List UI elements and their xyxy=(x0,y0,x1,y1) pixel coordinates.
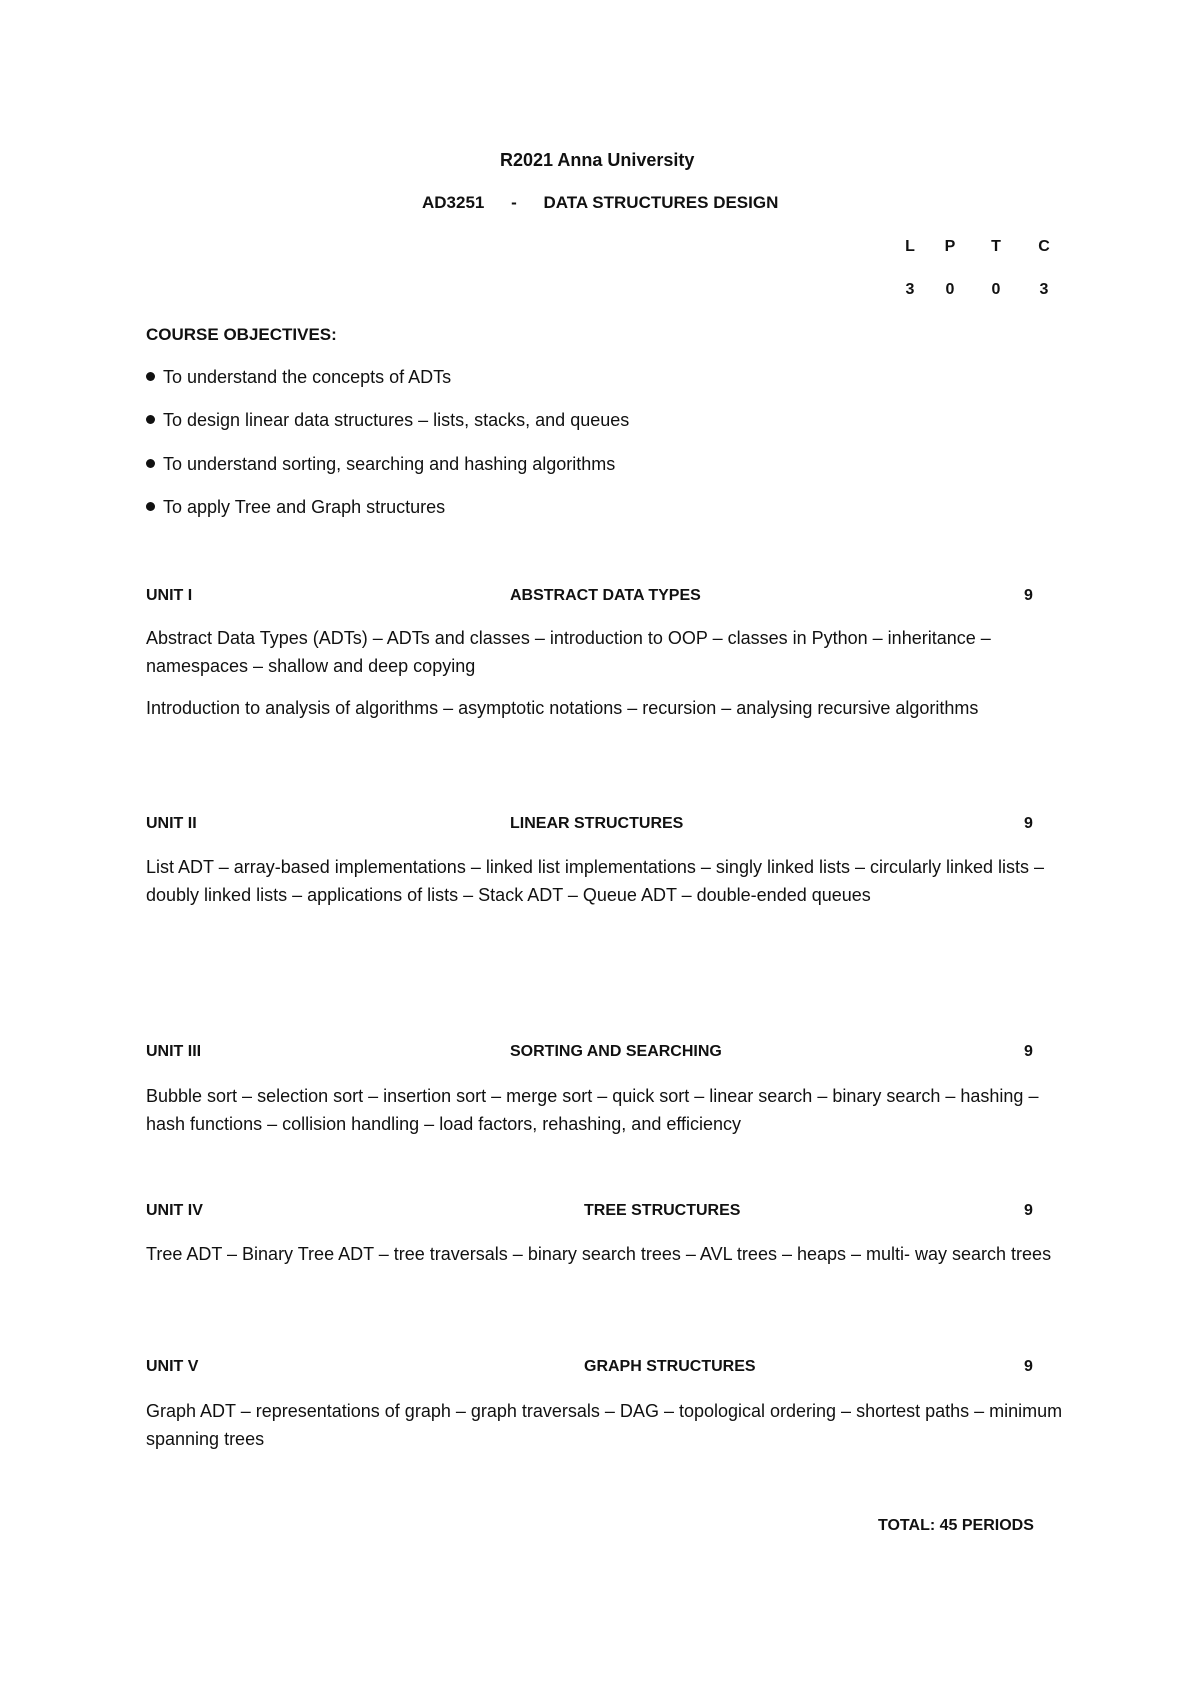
objective-item: To apply Tree and Graph structures xyxy=(146,497,445,518)
total-periods: TOTAL: 45 PERIODS xyxy=(878,1517,1034,1534)
bullet-icon xyxy=(146,415,155,424)
unit-title: GRAPH STRUCTURES xyxy=(584,1358,756,1375)
unit-title: SORTING AND SEARCHING xyxy=(510,1043,722,1060)
course-separator: - xyxy=(511,193,517,212)
unit-paragraph: Graph ADT – representations of graph – graph traversals – DAG – topological ordering – shortest paths – minimum spanning trees xyxy=(146,1401,1063,1449)
unit-paragraph: List ADT – array-based implementations – linked list implementations – singly linked lists – circularly linked lists – doubly linked lists – applications of lists – Stack ADT – Queue ADT – double-ended queues xyxy=(146,857,1045,905)
ltpc-value-l: 3 xyxy=(905,281,915,298)
ltpc-value-c: 3 xyxy=(1039,281,1049,298)
unit-hours: 9 xyxy=(1024,1043,1033,1060)
unit-title: ABSTRACT DATA TYPES xyxy=(510,587,701,604)
objective-item: To design linear data structures – lists, stacks, and queues xyxy=(146,410,629,431)
unit-label: UNIT II xyxy=(146,815,197,832)
bullet-icon xyxy=(146,502,155,511)
unit-label: UNIT V xyxy=(146,1358,199,1375)
objective-item: To understand sorting, searching and hashing algorithms xyxy=(146,454,615,475)
unit-label: UNIT I xyxy=(146,587,193,604)
unit-label: UNIT IV xyxy=(146,1202,203,1219)
unit-title: LINEAR STRUCTURES xyxy=(510,815,684,832)
ltpc-value-t: 0 xyxy=(991,281,1001,298)
bullet-icon xyxy=(146,372,155,381)
university-title: R2021 Anna University xyxy=(500,150,695,170)
unit-hours: 9 xyxy=(1024,1358,1033,1375)
ltpc-label-c: C xyxy=(1038,238,1050,255)
unit-hours: 9 xyxy=(1024,587,1033,604)
unit-hours: 9 xyxy=(1024,815,1033,832)
unit-paragraph: Bubble sort – selection sort – insertion sort – merge sort – quick sort – linear search – binary search – hashing – hash functions – collision handling – load factors, rehashing, and efficiency xyxy=(146,1086,1039,1134)
unit-paragraph: Introduction to analysis of algorithms – asymptotic notations – recursion – analysing recursive algorithms xyxy=(146,698,979,718)
course-header xyxy=(422,193,778,213)
course-code: AD3251 xyxy=(422,193,485,212)
ltpc-label-l: L xyxy=(905,238,915,255)
ltpc-label-p: P xyxy=(944,238,956,255)
unit-hours: 9 xyxy=(1024,1202,1033,1219)
unit-paragraph: Tree ADT – Binary Tree ADT – tree traversals – binary search trees – AVL trees – heaps – multi- way search trees xyxy=(146,1244,1052,1264)
ltpc-value-p: 0 xyxy=(945,281,955,298)
bullet-icon xyxy=(146,459,155,468)
unit-label: UNIT III xyxy=(146,1043,202,1060)
ltpc-label-t: T xyxy=(991,238,1001,255)
unit-paragraph: Abstract Data Types (ADTs) – ADTs and classes – introduction to OOP – classes in Python – inheritance – namespaces – shallow and deep copying xyxy=(146,628,991,676)
unit-title: TREE STRUCTURES xyxy=(584,1202,741,1219)
objective-item: To understand the concepts of ADTs xyxy=(146,367,451,388)
objectives-heading: COURSE OBJECTIVES: xyxy=(146,325,337,344)
course-title: DATA STRUCTURES DESIGN xyxy=(543,193,779,212)
